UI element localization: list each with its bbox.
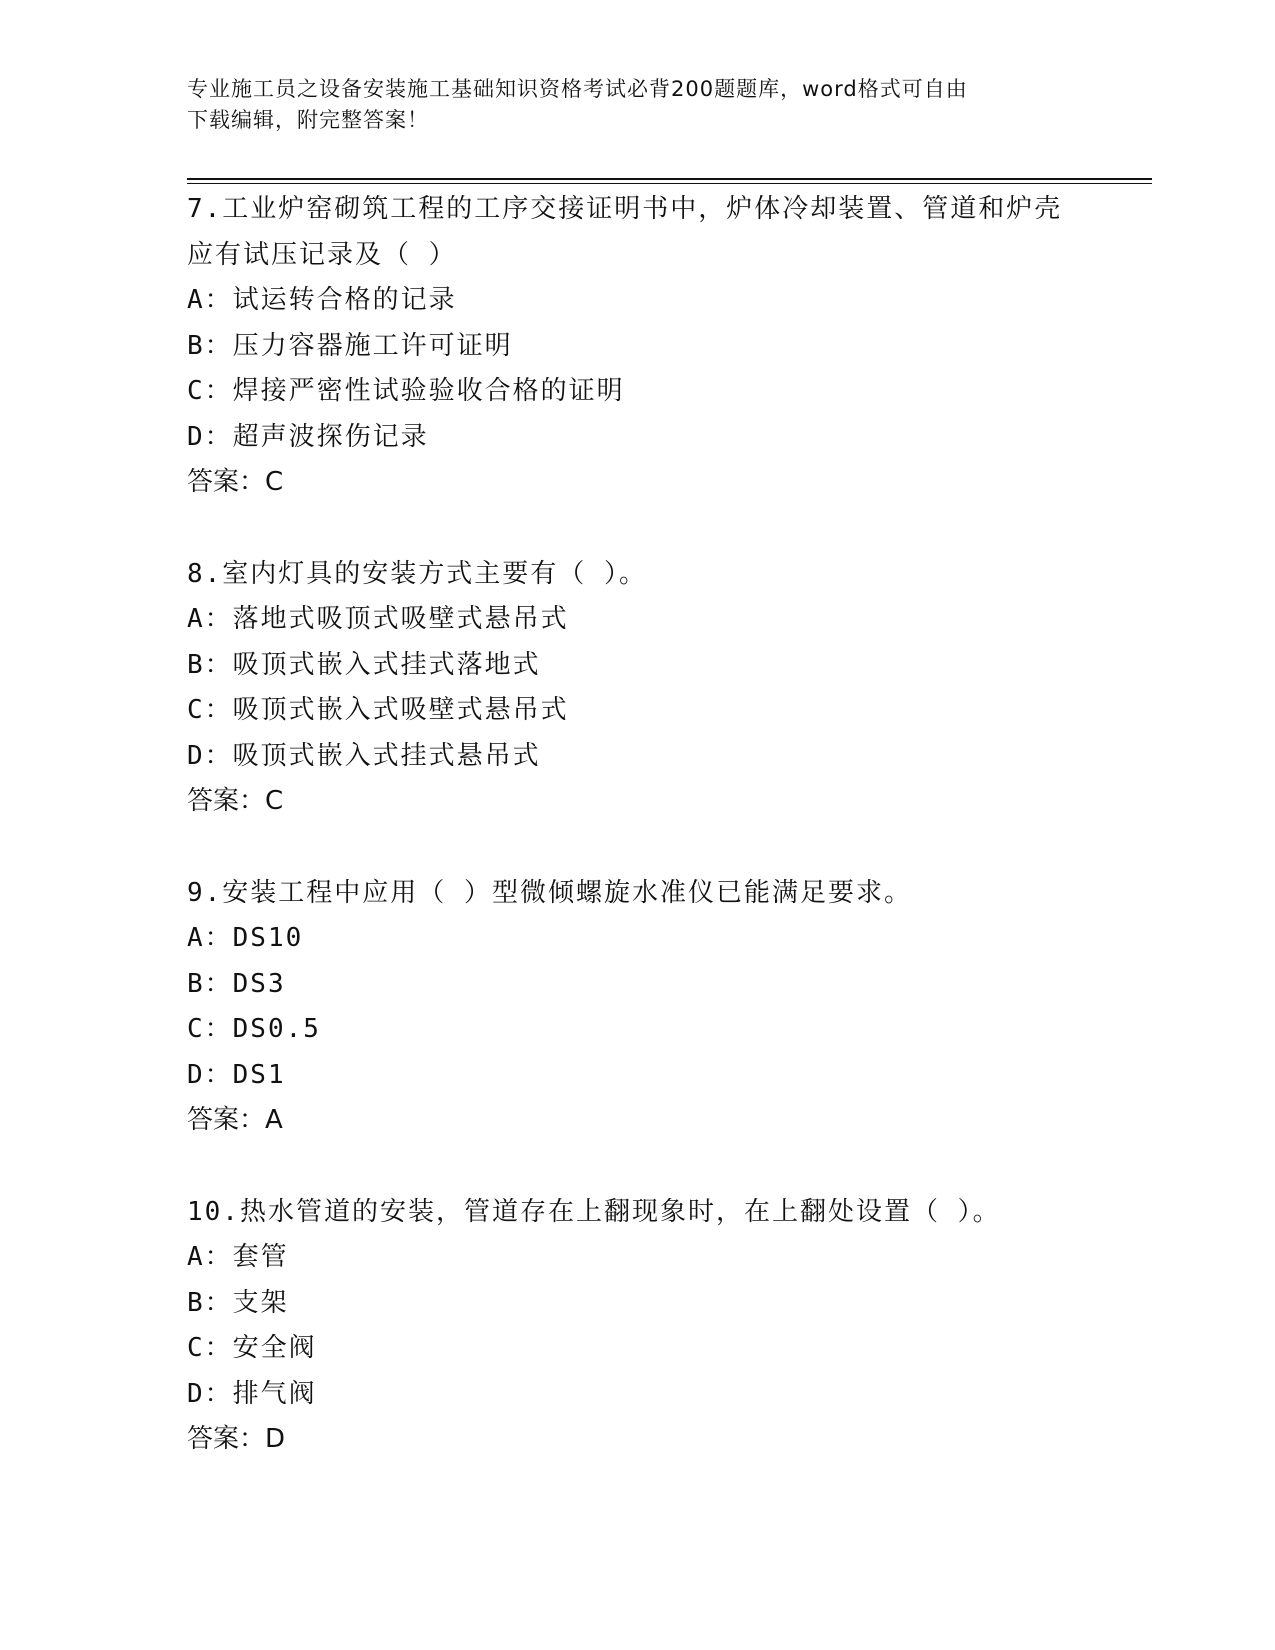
header-divider-thick bbox=[187, 178, 1152, 180]
option-d: D：DS1 bbox=[187, 1059, 286, 1090]
question-8 bbox=[187, 552, 1087, 825]
header-line-1: 专业施工员之设备安装施工基础知识资格考试必背200题题库，word格式可自由 bbox=[187, 77, 968, 101]
option-d: D：排气阀 bbox=[187, 1378, 317, 1409]
option-c: C：DS0.5 bbox=[187, 1014, 321, 1044]
question-10 bbox=[187, 1190, 1087, 1463]
answer: 答案：A bbox=[187, 1105, 283, 1135]
option-c: C：吸顶式嵌入式吸壁式悬吊式 bbox=[187, 695, 569, 725]
option-a: A：试运转合格的记录 bbox=[187, 285, 457, 315]
question-list bbox=[187, 187, 1087, 1509]
option-c: C：安全阀 bbox=[187, 1333, 317, 1363]
option-b: B：支架 bbox=[187, 1287, 289, 1318]
question-stem: 7.工业炉窑砌筑工程的工序交接证明书中，炉体冷却装置、管道和炉壳应有试压记录及（ ） bbox=[187, 194, 1063, 270]
header-line-2: 下载编辑，附完整答案！ bbox=[187, 108, 429, 132]
option-a: A：落地式吸顶式吸壁式悬吊式 bbox=[187, 604, 569, 634]
question-7 bbox=[187, 187, 1087, 506]
question-9 bbox=[187, 871, 1087, 1144]
option-c: C：焊接严密性试验验收合格的证明 bbox=[187, 376, 625, 406]
question-stem: 10.热水管道的安装，管道存在上翻现象时，在上翻处设置（ ）。 bbox=[187, 1196, 1001, 1227]
answer: 答案：C bbox=[187, 786, 284, 816]
option-b: B：压力容器施工许可证明 bbox=[187, 330, 513, 361]
question-stem: 9.安装工程中应用（ ）型微倾螺旋水准仪已能满足要求。 bbox=[187, 877, 912, 908]
option-a: A：套管 bbox=[187, 1242, 289, 1272]
option-b: B：吸顶式嵌入式挂式落地式 bbox=[187, 649, 541, 680]
option-d: D：超声波探伤记录 bbox=[187, 421, 429, 452]
document-header bbox=[187, 74, 1067, 136]
answer: 答案：C bbox=[187, 467, 284, 497]
answer: 答案：D bbox=[187, 1424, 286, 1454]
option-b: B：DS3 bbox=[187, 968, 286, 999]
question-stem: 8.室内灯具的安装方式主要有（ ）。 bbox=[187, 558, 647, 589]
option-a: A：DS10 bbox=[187, 923, 304, 953]
header-divider-thin bbox=[187, 183, 1152, 184]
option-d: D：吸顶式嵌入式挂式悬吊式 bbox=[187, 740, 541, 771]
